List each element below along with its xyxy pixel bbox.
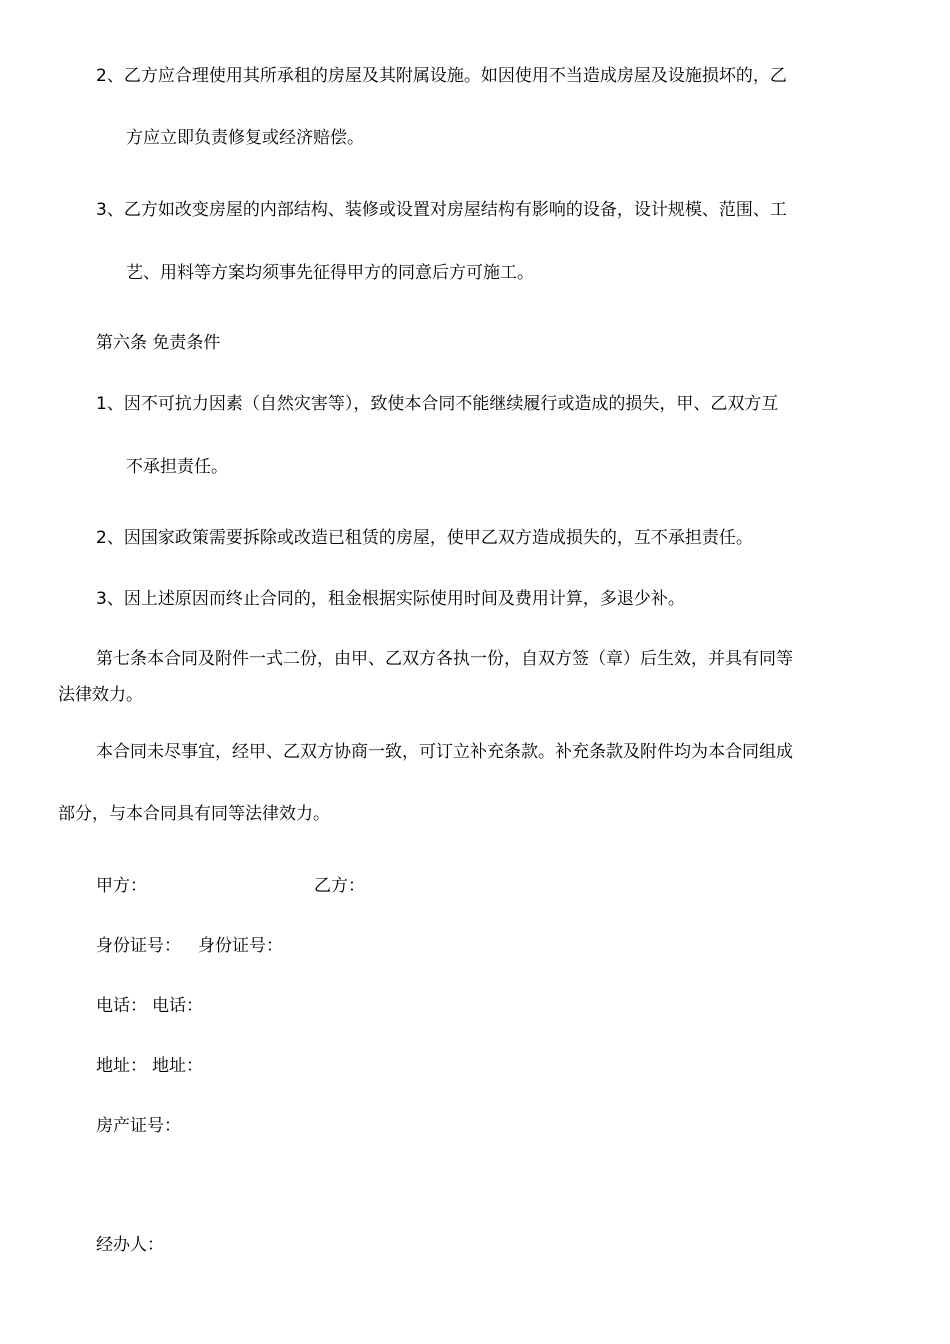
- clause5-item2-line1: 2、乙方应合理使用其所承租的房屋及其附属设施。如因使用不当造成房屋及设施损坏的，乙: [96, 66, 787, 86]
- phone-b-label: 电话：: [152, 996, 203, 1016]
- id-number-a-label: 身份证号：: [96, 936, 181, 956]
- address-b-label: 地址：: [152, 1056, 203, 1076]
- clause7-line2: 法律效力。: [58, 685, 143, 705]
- party-a-label: 甲方：: [96, 876, 147, 896]
- clause5-item2-line2: 方应立即负责修复或经济赔偿。: [126, 128, 364, 148]
- id-number-b-label: 身份证号：: [198, 936, 283, 956]
- clause6-item3: 3、因上述原因而终止合同的，租金根据实际使用时间及费用计算，多退少补。: [96, 589, 685, 609]
- supplement-line2: 部分，与本合同具有同等法律效力。: [58, 804, 330, 824]
- clause6-item2: 2、因国家政策需要拆除或改造已租赁的房屋，使甲乙双方造成损失的，互不承担责任。: [96, 528, 753, 548]
- clause6-item1-line1: 1、因不可抗力因素（自然灾害等），致使本合同不能继续履行或造成的损失，甲、乙双方互: [96, 394, 779, 414]
- phone-a-label: 电话：: [96, 996, 147, 1016]
- clause6-item1-line2: 不承担责任。: [126, 457, 228, 477]
- clause5-item3-line1: 3、乙方如改变房屋的内部结构、装修或设置对房屋结构有影响的设备，设计规模、范围、工: [96, 200, 787, 220]
- supplement-line1: 本合同未尽事宜，经甲、乙双方协商一致，可订立补充条款。补充条款及附件均为本合同组成: [96, 742, 793, 762]
- address-a-label: 地址：: [96, 1056, 147, 1076]
- property-cert-label: 房产证号：: [96, 1116, 181, 1136]
- clause7-line1: 第七条本合同及附件一式二份，由甲、乙双方各执一份，自双方签（章）后生效，并具有同等: [96, 649, 793, 669]
- clause5-item3-line2: 艺、用料等方案均须事先征得甲方的同意后方可施工。: [126, 263, 534, 283]
- agent-label: 经办人：: [96, 1235, 164, 1255]
- clause6-heading: 第六条 免责条件: [96, 333, 221, 353]
- party-b-label: 乙方：: [314, 876, 365, 896]
